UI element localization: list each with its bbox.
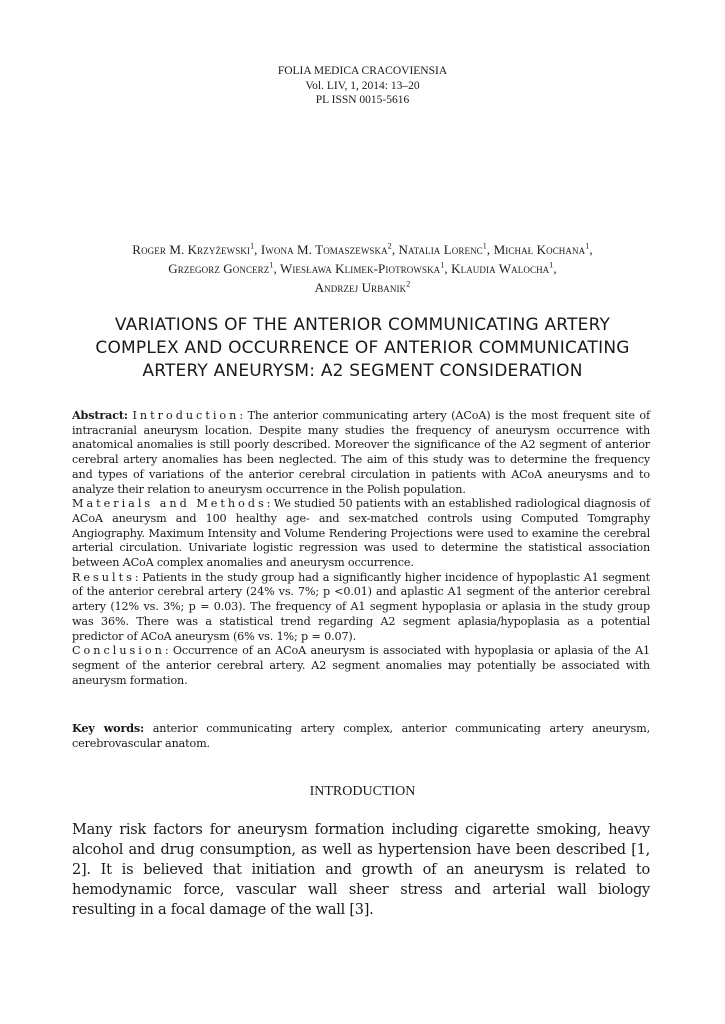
abstract-results-heading: Results (72, 570, 135, 584)
abstract-methods (72, 497, 650, 571)
keywords-text: anterior communicating artery complex, anterior communicating artery aneurysm, cerebrovascular anatom. (72, 722, 651, 750)
introduction-paragraph: Many risk factors for aneurysm formation including cigarette smoking, heavy alcohol and drug consumption, as well as hypertension have been described [1, 2]. It is believed that initiation and growth of an aneurysm is related to hemodynamic force, vascular wall sheer stress and arterial wall biology resulting in a focal damage of the wall [3]. (72, 822, 650, 918)
author-separator: , (444, 261, 452, 276)
author-separator: , (553, 261, 557, 276)
abstract-conclusion-text: : Occurrence of an ACoA aneurysm is associated with hypoplasia or aplasia of the A1 segment of the anterior cerebral artery. A2 segment anomalies may potentially be associated with aneurysm formation. (72, 644, 650, 687)
author-separator: , (589, 242, 593, 257)
author-name: Klaudia Walocha (451, 261, 550, 276)
author-affiliation: 2 (406, 279, 411, 289)
author-affiliation: 1 (440, 260, 445, 270)
abstract-introduction-text: : The anterior communicating artery (ACoA) is the most frequent site of intracranial aneurysm location. Despite many studies the frequency of aneurysm occurrence with anatomical anomalies is still poorly described. Moreover the significance of the A2 segment of anterior cerebral artery anomalies has been neglected. The aim of this study was to determine the frequency and types of variations of the anterior cerebral circulation in patients with ACoA aneurysms and to analyze their relation to aneurysm occurrence in the Polish population. (72, 409, 650, 496)
journal-name: FOLIA MEDICA CRACOVIENSIA (277, 65, 448, 77)
abstract-methods-heading: Materials and Methods (72, 497, 267, 511)
author-affiliation: 2 (387, 241, 392, 251)
author-affiliation: 1 (549, 260, 554, 270)
abstract-introduction-heading: Introduction (132, 409, 240, 422)
author-separator: , (486, 242, 494, 257)
author-separator: , (391, 242, 399, 257)
author-affiliation: 1 (482, 241, 487, 251)
author-affiliation: 1 (585, 241, 590, 251)
author-affiliation: 1 (269, 260, 274, 270)
title-line: VARIATIONS OF THE ANTERIOR COMMUNICATING ARTERY (114, 315, 611, 335)
abstract-results (72, 571, 650, 645)
author-separator: , (254, 242, 261, 257)
journal-volume: Vol. LIV, 1, 2014: 13–20 (305, 79, 420, 92)
title-line: COMPLEX AND OCCURRENCE OF ANTERIOR COMMUNICATING (95, 338, 630, 358)
author-list (70, 240, 655, 297)
abstract-conclusion (72, 644, 650, 688)
journal-issn: PL ISSN 0015-5616 (315, 94, 410, 106)
author-affiliation: 1 (250, 241, 255, 251)
abstract-conclusion-heading: Conclusion (72, 644, 165, 658)
author-name: Roger M. Krzyżewski (132, 242, 251, 257)
author-name: Michał Kochana (493, 242, 586, 257)
abstract-introduction (72, 408, 650, 497)
abstract (72, 408, 650, 688)
keywords (72, 721, 650, 751)
author-name: Wiesława Klimek-Piotrowska (279, 261, 441, 276)
author-name: Grzegorz Goncerz (168, 261, 270, 276)
author-name: Iwona M. Tomaszewska (260, 242, 388, 257)
author-name: Andrzej Urbanik (314, 280, 407, 295)
abstract-methods-text: : We studied 50 patients with an established radiological diagnosis of ACoA aneurysm and 100 healthy age- and sex-matched controls using Computed Tomgraphy Angiography. Maximum Intensity and Volume Rendering Projections were used to examine the cerebral arterial circulation. Univariate logistic regression was used to determine the statistical association between ACoA complex anomalies and aneurysm occurrence. (72, 497, 650, 570)
author-name: Natalia Lorenc (398, 242, 483, 257)
journal-header (0, 64, 725, 108)
keywords-label: Key words: (72, 721, 145, 735)
abstract-results-text: : Patients in the study group had a significantly higher incidence of hypoplastic A1 segment of the anterior cerebral artery (24% vs. 7%; p <0.01) and aplastic A1 segment of the anterior cerebral artery (12% vs. 3%; p = 0.03). The frequency of A1 segment hypoplasia or aplasia in the study group was 36%. There was a statistical trend regarding A2 segment aplasia/hypoplasia as a potential predictor of ACoA aneurysm (6% vs. 1%; p = 0.07). (72, 570, 650, 643)
abstract-label: Abstract: (72, 408, 128, 422)
author-separator: , (273, 261, 280, 276)
title-line: ARTERY ANEURYSM: A2 SEGMENT CONSIDERATION (142, 361, 583, 381)
paper-title (60, 314, 665, 383)
section-heading: INTRODUCTION (309, 784, 416, 799)
